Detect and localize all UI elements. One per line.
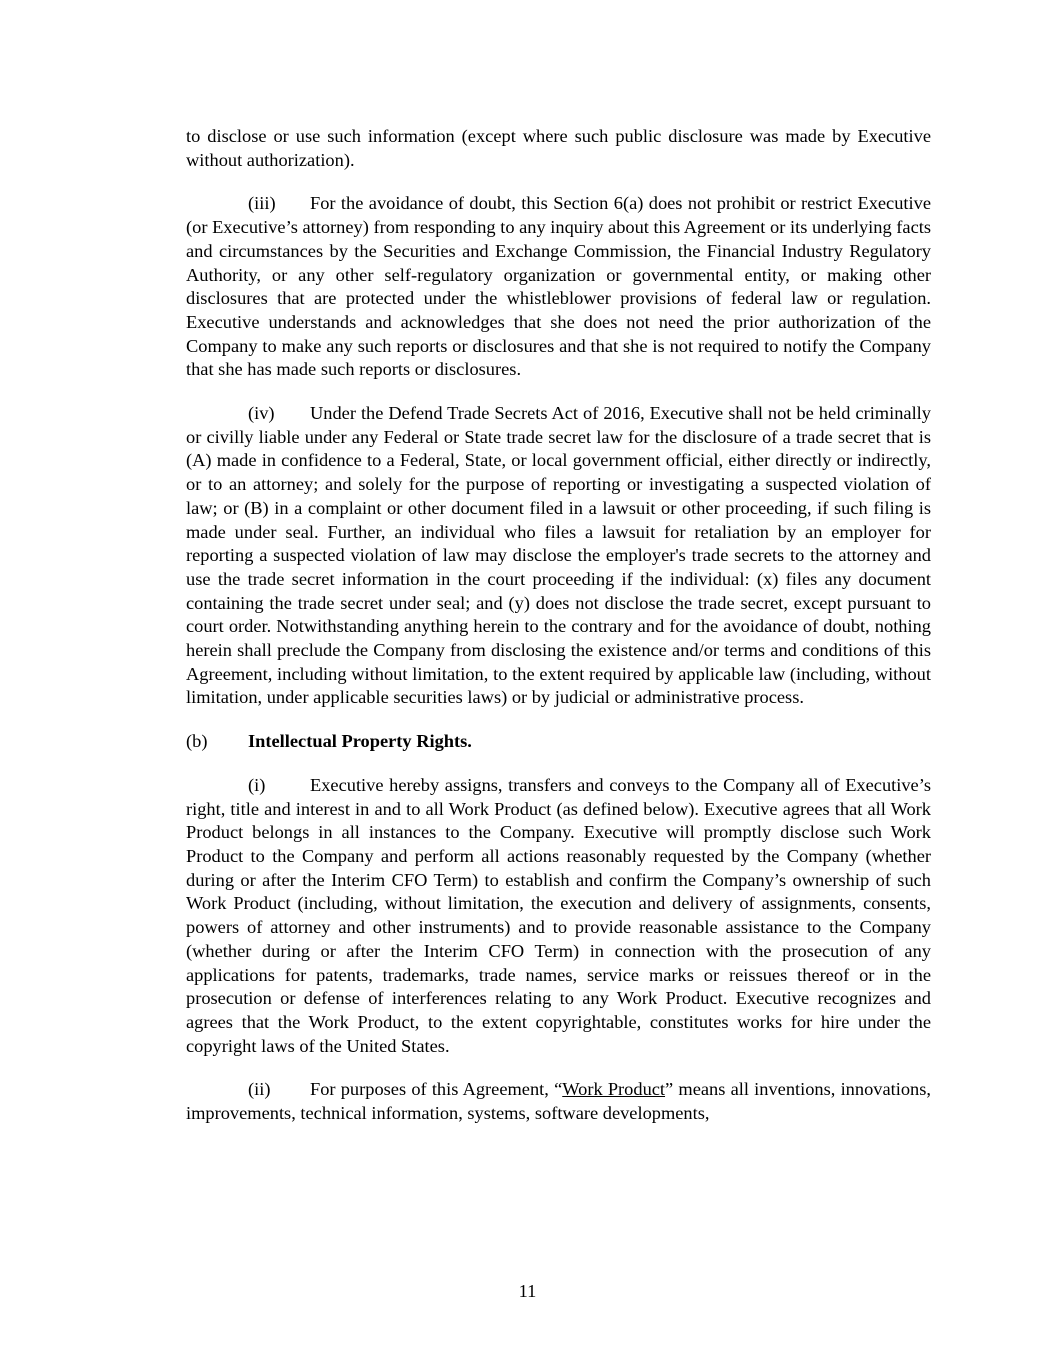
document-page bbox=[186, 125, 931, 1146]
clause-text-ii-after: ” means all inventions, innovations, improvements, technical information, systems, software developments, bbox=[186, 1079, 931, 1124]
page-number: 11 bbox=[518, 1281, 537, 1301]
defined-term-work-product: Work Product bbox=[562, 1079, 666, 1100]
section-heading-b bbox=[186, 730, 931, 754]
section-label: (b) bbox=[186, 731, 208, 752]
paragraph-ii bbox=[186, 1078, 931, 1125]
clause-number-ii: (ii) bbox=[248, 1079, 271, 1100]
clause-text-ii-before: For purposes of this Agreement, “ bbox=[310, 1079, 563, 1100]
clause-text-iv: Under the Defend Trade Secrets Act of 2016, Executive shall not be held criminally or civilly liable under any Federal or State trade secret law for the disclosure of a trade secret that is (A) made in confidence to a Federal, State, or local government official, either directly or indirectly, or to an attorney; and solely for the purpose of reporting or investigating a suspected violation of law; or (B) in a complaint or other document filed in a lawsuit or other proceeding, if such filing is made under seal. Further, an individual who files a lawsuit for retaliation by an employer for reporting a suspected violation of law may disclose the employer's trade secrets to the attorney and use the trade secret information in the court proceeding if the individual: (x) files any document containing the trade secret under seal; and (y) does not disclose the trade secret, except pursuant to court order. Notwithstanding anything herein to the contrary and for the avoidance of doubt, nothing herein shall preclude the Company from disclosing the existence and/or terms and conditions of this Agreement, including without limitation, to the extent required by applicable law (including, without limitation, under applicable securities laws) or by judicial or administrative process. bbox=[186, 403, 931, 708]
paragraph-continuation: to disclose or use such information (except where such public disclosure was made by Executive without authorization). bbox=[186, 126, 931, 170]
paragraph-iv bbox=[186, 402, 931, 710]
clause-number-iv: (iv) bbox=[248, 403, 275, 424]
paragraph-i bbox=[186, 774, 931, 1058]
clause-number-i: (i) bbox=[248, 774, 266, 795]
clause-text-iii: For the avoidance of doubt, this Section 6(a) does not prohibit or restrict Executive (or Executive’s attorney) from responding to any inquiry about this Agreement or its underlying facts and circumstances by the Securities and Exchange Commission, the Financial Industry Regulatory Authority, or any other self-regulatory organization or governmental entity, or making other disclosures that are protected under the whistleblower provisions of federal law or regulation. Executive understands and acknowledges that she does not need the prior authorization of the Company to make any such reports or disclosures and that she is not required to notify the Company that she has made such reports or disclosures. bbox=[186, 193, 931, 380]
clause-number-iii: (iii) bbox=[248, 193, 276, 214]
paragraph-iii bbox=[186, 192, 931, 382]
section-title: Intellectual Property Rights. bbox=[248, 731, 472, 752]
clause-text-i: Executive hereby assigns, transfers and conveys to the Company all of Executive’s right, title and interest in and to all Work Product (as defined below). Executive agrees that all Work Product belongs in all instances to the Company. Executive will promptly disclose such Work Product to the Company and perform all actions reasonably requested by the Company (whether during or after the Interim CFO Term) to establish and confirm the Company’s ownership of such Work Product (including, without limitation, the execution and delivery of assignments, consents, powers of attorney and other instruments) and to provide reasonable assistance to the Company (whether during or after the Interim CFO Term) in connection with the prosecution of any applications for patents, trademarks, trade names, service marks or reissues thereof or in the prosecution or defense of interferences relating to any Work Product. Executive recognizes and agrees that the Work Product, to the extent copyrightable, constitutes works for hire under the copyright laws of the United States. bbox=[186, 774, 931, 1056]
